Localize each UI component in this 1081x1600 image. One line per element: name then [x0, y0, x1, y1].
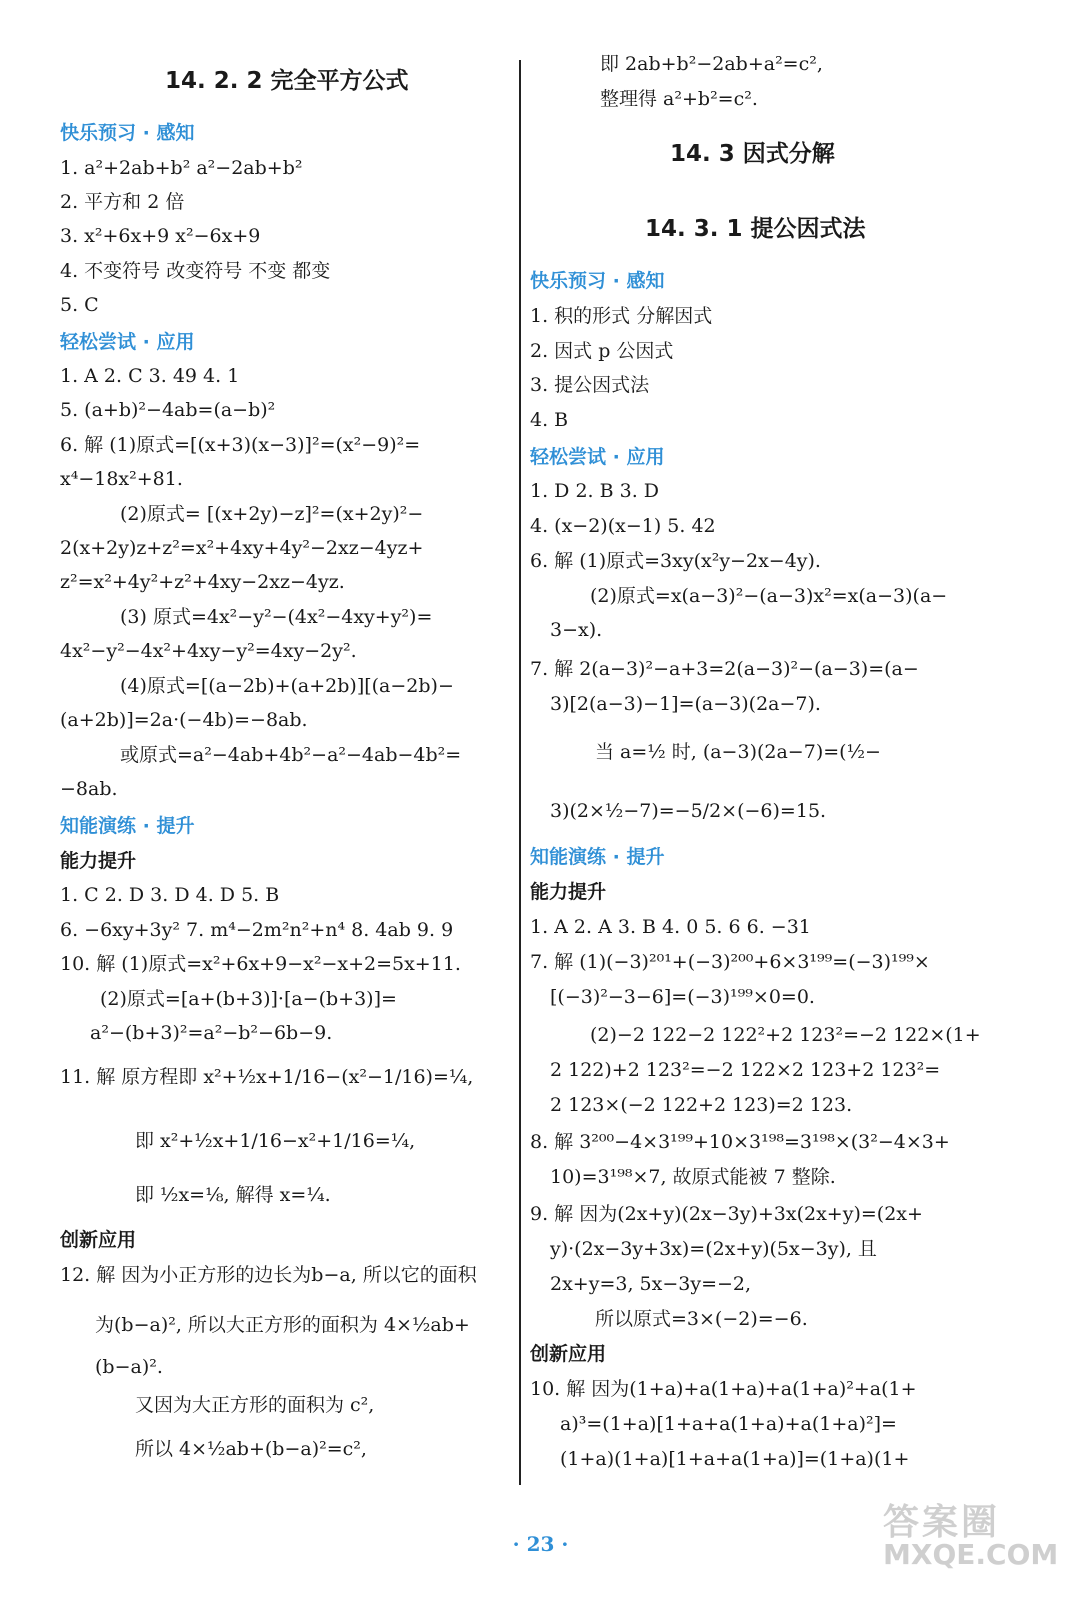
text-line: 10. 解 (1)原式=x²+6x+9−x²−x+2=5x+11. [60, 953, 461, 975]
text-line: 1. 积的形式 分解因式 [530, 305, 713, 327]
subsection-label: 能力提升 [60, 850, 137, 872]
text-line: 即 x²+½x+1/16−x²+1/16=¼, [135, 1130, 416, 1152]
text-line: 9. 解 因为(2x+y)(2x−3y)+3x(2x+y)=(2x+ [530, 1203, 923, 1225]
column-divider [519, 60, 521, 1485]
text-line: 2. 因式 p 公因式 [530, 340, 674, 362]
text-line: (4)原式=[(a−2b)+(a+2b)][(a−2b)− [120, 675, 454, 697]
text-line: 8. 解 3²⁰⁰−4×3¹⁹⁹+10×3¹⁹⁸=3¹⁹⁸×(3²−4×3+ [530, 1131, 950, 1153]
text-line: 12. 解 因为小正方形的边长为b−a, 所以它的面积 [60, 1264, 477, 1286]
text-line: 所以原式=3×(−2)=−6. [595, 1308, 808, 1330]
text-line: 又因为大正方形的面积为 c², [135, 1394, 375, 1416]
text-line: z²=x²+4y²+z²+4xy−2xz−4yz. [60, 571, 345, 593]
text-line: a)³=(1+a)[1+a+a(1+a)+a(1+a)²]= [560, 1413, 897, 1435]
text-line: 3)[2(a−3)−1]=(a−3)(2a−7). [550, 693, 821, 715]
subsection-label: 能力提升 [530, 881, 607, 903]
text-line: 当 a=½ 时, (a−3)(2a−7)=(½− [595, 741, 881, 763]
text-line: −8ab. [60, 778, 118, 800]
text-line: 2. 平方和 2 倍 [60, 191, 185, 213]
section-title: 14. 3 因式分解 [670, 141, 835, 167]
text-line: (3) 原式=4x²−y²−(4x²−4xy+y²)= [120, 606, 433, 628]
text-line: 所以 4×½ab+(b−a)²=c², [135, 1438, 367, 1460]
page-number: · 23 · [512, 1532, 569, 1556]
text-line: 10)=3¹⁹⁸×7, 故原式能被 7 整除. [550, 1166, 836, 1188]
text-line: 6. −6xy+3y² 7. m⁴−2m²n²+n⁴ 8. 4ab 9. 9 [60, 919, 454, 941]
text-line: 6. 解 (1)原式=3xy(x²y−2x−4y). [530, 550, 821, 572]
text-line: 为(b−a)², 所以大正方形的面积为 4×½ab+ [95, 1314, 470, 1336]
text-line: 3)(2×½−7)=−5/2×(−6)=15. [550, 800, 827, 822]
watermark-url: MXQE.COM [883, 1538, 1059, 1571]
subsection-label: 创新应用 [530, 1343, 607, 1365]
section-title: 14. 2. 2 完全平方公式 [165, 68, 409, 94]
watermark-logo [883, 1502, 1059, 1571]
text-line: 2(x+2y)z+z²=x²+4xy+4y²−2xz−4yz+ [60, 537, 424, 559]
text-line: (2)原式=[a+(b+3)]·[a−(b+3)]= [100, 988, 397, 1010]
text-line: 7. 解 2(a−3)²−a+3=2(a−3)²−(a−3)=(a− [530, 658, 919, 680]
text-line: 或原式=a²−4ab+4b²−a²−4ab−4b²= [120, 744, 462, 766]
text-line: 5. C [60, 294, 99, 316]
text-line: 7. 解 (1)(−3)²⁰¹+(−3)²⁰⁰+6×3¹⁹⁹=(−3)¹⁹⁹× [530, 951, 930, 973]
text-line: 即 2ab+b²−2ab+a²=c², [600, 53, 823, 75]
text-line: 3−x). [550, 619, 603, 641]
section-title: 14. 3. 1 提公因式法 [645, 216, 866, 242]
watermark-text: 答案圈 [883, 1502, 1001, 1543]
text-line: 2x+y=3, 5x−3y=−2, [550, 1273, 752, 1295]
text-line: (a+2b)]=2a·(−4b)=−8ab. [60, 709, 308, 731]
text-line: a²−(b+3)²=a²−b²−6b−9. [90, 1022, 333, 1044]
text-line: (2)原式=x(a−3)²−(a−3)x²=x(a−3)(a− [590, 585, 948, 607]
text-line: 整理得 a²+b²=c². [600, 88, 758, 110]
section-header: 快乐预习 · 感知 [60, 122, 195, 144]
text-line: 1. A 2. A 3. B 4. 0 5. 6 6. −31 [530, 916, 811, 938]
text-line: 3. x²+6x+9 x²−6x+9 [60, 225, 261, 247]
text-line: 即 ½x=⅛, 解得 x=¼. [135, 1184, 331, 1206]
text-line: 4x²−y²−4x²+4xy−y²=4xy−2y². [60, 640, 357, 662]
text-line: 10. 解 因为(1+a)+a(1+a)+a(1+a)²+a(1+ [530, 1378, 917, 1400]
text-line: [(−3)²−3−6]=(−3)¹⁹⁹×0=0. [550, 986, 815, 1008]
text-line: (b−a)². [95, 1356, 163, 1378]
section-header: 知能演练 · 提升 [530, 846, 665, 868]
text-line: 5. (a+b)²−4ab=(a−b)² [60, 399, 276, 421]
text-line: 11. 解 原方程即 x²+½x+1/16−(x²−1/16)=¼, [60, 1066, 474, 1088]
section-header: 快乐预习 · 感知 [530, 270, 665, 292]
text-line: (2)−2 122−2 122²+2 123²=−2 122×(1+ [590, 1024, 981, 1046]
text-line: 1. C 2. D 3. D 4. D 5. B [60, 884, 280, 906]
section-header: 轻松尝试 · 应用 [530, 446, 665, 468]
text-line: 4. B [530, 409, 569, 431]
text-line: (1+a)(1+a)[1+a+a(1+a)]=(1+a)(1+ [560, 1448, 910, 1470]
text-line: 6. 解 (1)原式=[(x+3)(x−3)]²=(x²−9)²= [60, 434, 421, 456]
text-line: 4. 不变符号 改变符号 不变 都变 [60, 260, 331, 282]
text-line: (2)原式= [(x+2y)−z]²=(x+2y)²− [120, 503, 424, 525]
section-header: 知能演练 · 提升 [60, 815, 195, 837]
text-line: 4. (x−2)(x−1) 5. 42 [530, 515, 716, 537]
text-line: y)·(2x−3y+3x)=(2x+y)(5x−3y), 且 [550, 1238, 877, 1260]
text-line: 3. 提公因式法 [530, 374, 650, 396]
text-line: x⁴−18x²+81. [60, 468, 183, 490]
text-line: 1. a²+2ab+b² a²−2ab+b² [60, 157, 303, 179]
text-line: 2 122)+2 123²=−2 122×2 123+2 123²= [550, 1059, 941, 1081]
subsection-label: 创新应用 [60, 1229, 137, 1251]
text-line: 1. A 2. C 3. 49 4. 1 [60, 365, 240, 387]
text-line: 1. D 2. B 3. D [530, 480, 660, 502]
text-line: 2 123×(−2 122+2 123)=2 123. [550, 1094, 853, 1116]
section-header: 轻松尝试 · 应用 [60, 331, 195, 353]
